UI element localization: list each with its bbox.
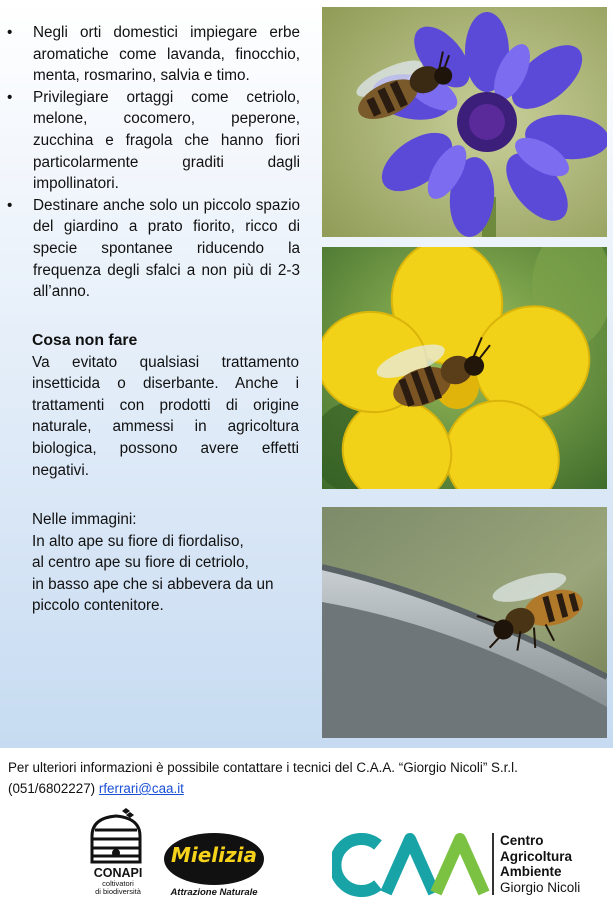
conapi-tagline-2: di biodiversità [95,887,141,896]
contact-info [8,757,608,799]
caa-text [500,833,580,895]
caption-line: al centro ape su fiore di cetriolo, [32,554,249,572]
caption-line: in basso ape che si abbevera da un [32,575,274,593]
mielizia-logo [160,831,268,901]
contact-info-text: Per ulteriori informazioni è possibile contattare i tecnici del C.A.A. “Giorgio Nicoli” S.r.l. [8,760,518,775]
contact-line [8,778,608,799]
donts-title: Cosa non fare [32,332,138,349]
list-item: • Destinare anche solo un piccolo spazio del giardino a prato fiorito, ricco di specie spontanee riducendo la frequenza degli sfalci a non più di 2-3 all’anno. [5,195,300,303]
caption-line: In alto ape su fiore di fiordaliso, [32,532,244,550]
caa-line-2: Agricoltura [500,848,573,864]
conapi-tagline-1: coltivatori [102,879,134,888]
caption-line: piccolo contenitore. [32,597,164,615]
list-item: • Negli orti domestici impiegare erbe aromatiche come lavanda, finocchio, menta, rosmarino, salvia e timo. [5,22,300,87]
conapi-logo [86,806,150,900]
photo-bee-drinking [322,507,607,738]
caa-line-1: Centro [500,833,544,848]
caa-logo-mark [332,833,490,897]
contact-phone: (051/6802227) [8,781,96,796]
caa-logo [332,833,602,899]
conapi-name: CONAPI [93,866,143,880]
mielizia-name: Mielizia [170,843,258,867]
captions-section [32,509,307,617]
caa-line-3: Ambiente [500,864,562,879]
photo-bee-cornflower [322,7,607,237]
captions-heading: Nelle immagini: [32,511,137,528]
tips-section [5,22,300,303]
mielizia-tagline: Attrazione Naturale [170,887,258,898]
list-item: • Privilegiare ortaggi come cetriolo, melone, cocomero, peperone, zucchina e fragola che hanno fiori particolarmente graditi dagli impollinatori. [5,87,300,195]
donts-text: Va evitato qualsiasi trattamento insetticida o diserbante. Anche i trattamenti con prodotti di origine naturale, ammessi in agricoltura biologica, possono avere effetti negativi. [32,353,299,479]
beehive-icon [86,806,150,864]
caa-divider [492,833,494,895]
photo-bee-cucumber-flower [322,247,607,489]
contact-email-link[interactable]: rferrari@caa.it [98,781,184,796]
caa-line-4: Giorgio Nicoli [500,879,581,895]
caa-acronym: CAA [332,833,335,834]
donts-section [32,330,299,481]
tips-list [5,22,300,303]
